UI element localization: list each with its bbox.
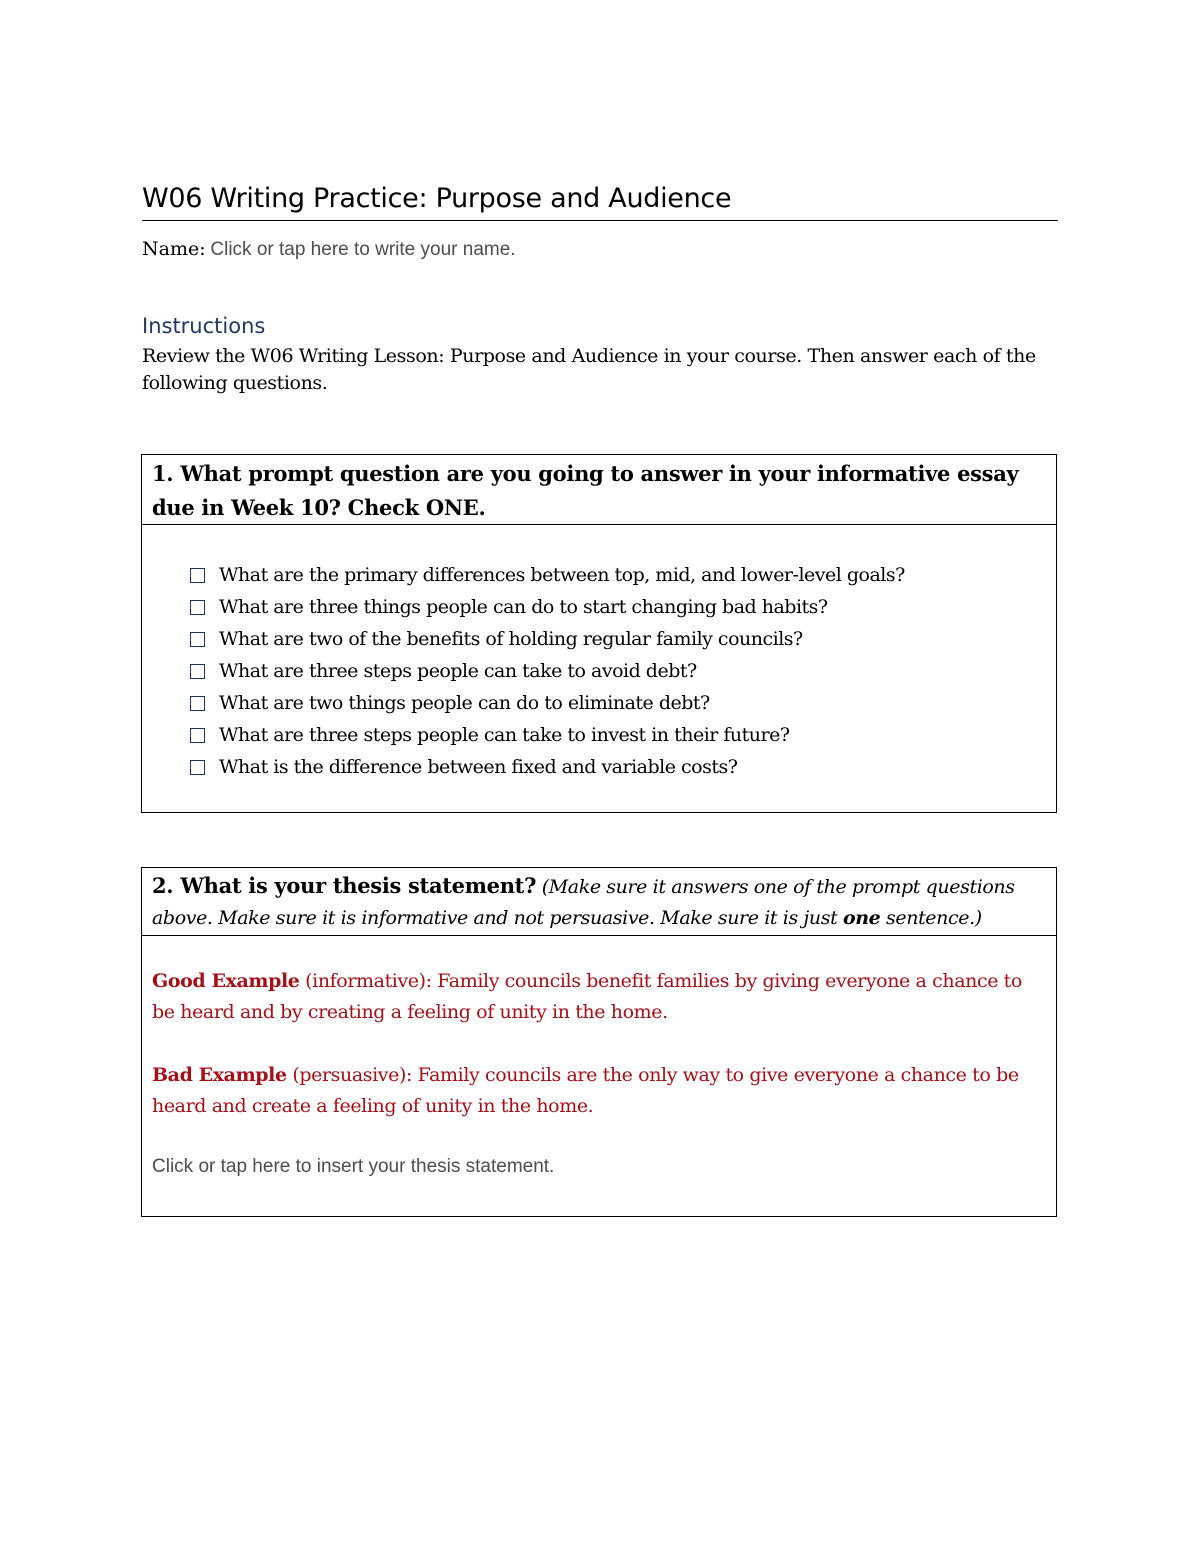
question-1-box	[141, 454, 1057, 813]
prompt-option-label: What are two of the benefits of holding regular family councils?	[219, 628, 803, 650]
name-label: Name:	[142, 238, 206, 260]
good-example	[142, 966, 1056, 1028]
good-example-text: (informative): Family councils benefit families by giving everyone a chance to be heard and by creating a feeling of unity in the home.	[152, 970, 1022, 1023]
bad-example-label: Bad Example	[152, 1064, 287, 1086]
prompt-option-7[interactable]	[190, 751, 1056, 783]
prompt-option-6[interactable]	[190, 719, 1056, 751]
prompt-option-label: What are the primary differences between top, mid, and lower-level goals?	[219, 564, 905, 586]
instructions-body: Review the W06 Writing Lesson: Purpose and Audience in your course. Then answer each of the following questions.	[142, 345, 1036, 394]
checkbox-icon[interactable]	[190, 600, 205, 615]
hint-emphasis: one	[843, 907, 881, 929]
bad-example-text: (persuasive): Family councils are the only way to give everyone a chance to be heard and create a feeling of unity in the home.	[152, 1064, 1019, 1117]
checkbox-icon[interactable]	[190, 632, 205, 647]
prompt-options-list	[142, 525, 1056, 783]
prompt-option-5[interactable]	[190, 687, 1056, 719]
good-example-label: Good Example	[152, 970, 300, 992]
thesis-statement-field[interactable]: Click or tap here to insert your thesis statement.	[152, 1156, 555, 1177]
prompt-option-label: What are three steps people can take to invest in their future?	[219, 724, 790, 746]
checkbox-icon[interactable]	[190, 728, 205, 743]
prompt-option-1[interactable]	[190, 559, 1056, 591]
name-line	[142, 236, 516, 263]
hint-text: (Make sure it answers one of the prompt questions above. Make sure it is informative and not persuasive. Make sure it is just	[152, 876, 1015, 929]
question-1-prompt: 1. What prompt question are you going to answer in your informative essay due in Week 10? Check ONE.	[142, 455, 1056, 525]
question-2-prompt	[142, 868, 1056, 936]
checkbox-icon[interactable]	[190, 568, 205, 583]
prompt-option-label: What are three things people can do to start changing bad habits?	[219, 596, 828, 618]
question-2-title: 2. What is your thesis statement?	[152, 873, 537, 898]
checkbox-icon[interactable]	[190, 664, 205, 679]
prompt-option-label: What are three steps people can take to avoid debt?	[219, 660, 697, 682]
bad-example	[142, 1060, 1056, 1122]
prompt-option-4[interactable]	[190, 655, 1056, 687]
hint-text-end: sentence.)	[886, 907, 982, 929]
question-2-box	[141, 867, 1057, 1217]
checkbox-icon[interactable]	[190, 760, 205, 775]
instructions-heading: Instructions	[142, 314, 266, 338]
document-title: W06 Writing Practice: Purpose and Audience	[142, 180, 1058, 221]
name-field[interactable]: Click or tap here to write your name.	[210, 239, 516, 260]
prompt-option-label: What are two things people can do to eliminate debt?	[219, 692, 710, 714]
checkbox-icon[interactable]	[190, 696, 205, 711]
prompt-option-label: What is the difference between fixed and variable costs?	[219, 756, 738, 778]
prompt-option-3[interactable]	[190, 623, 1056, 655]
prompt-option-2[interactable]	[190, 591, 1056, 623]
